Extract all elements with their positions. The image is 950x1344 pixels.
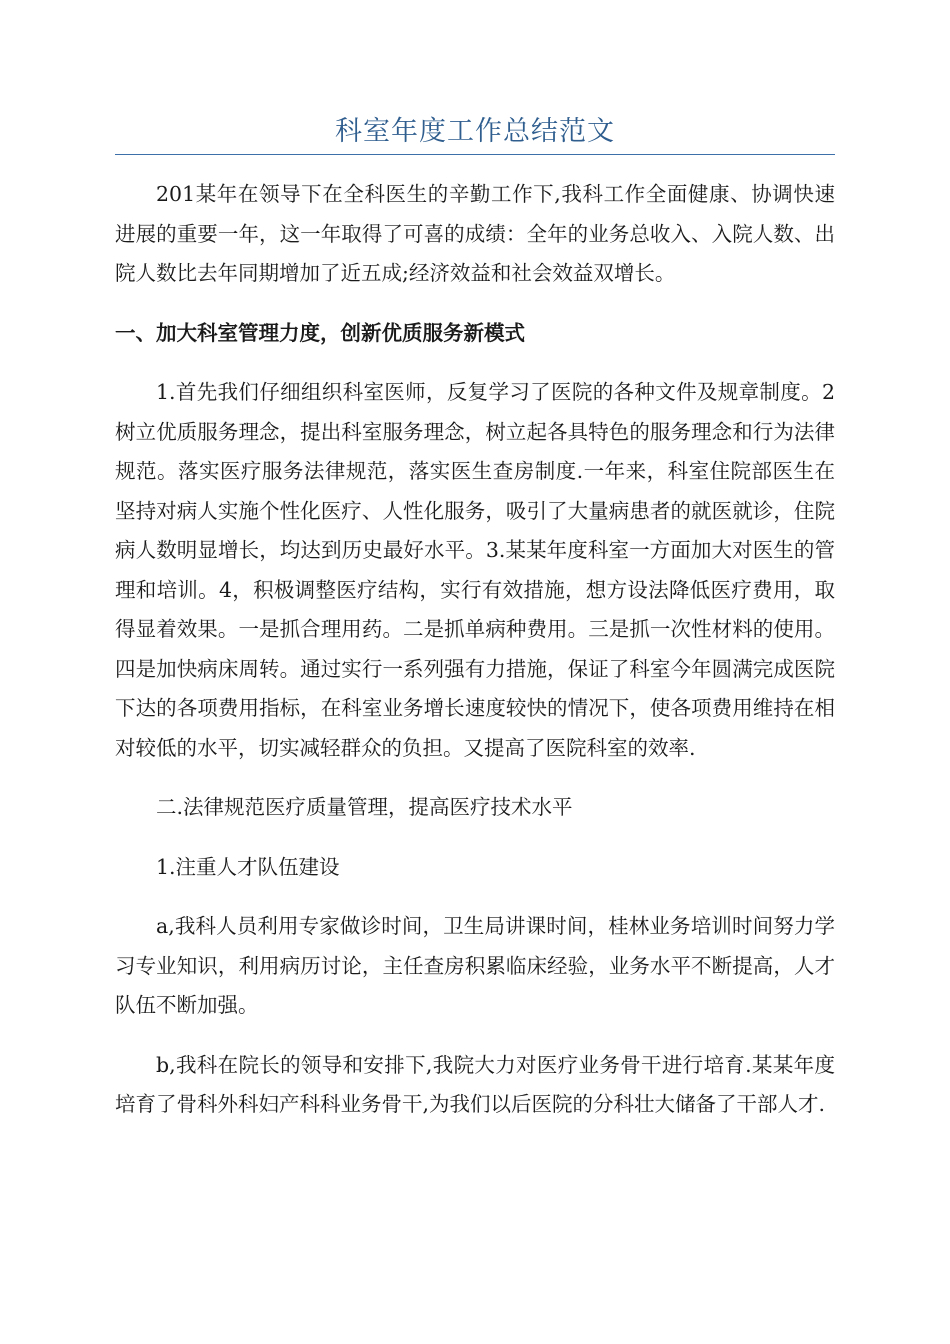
- section-1-paragraph: 1.首先我们仔细组织科室医师，反复学习了医院的各种文件及规章制度。2树立优质服务理念，提出科室服务理念，树立起各具特色的服务理念和行为法律规范。落实医疗服务法律规范，落实医生查房制度.一年来，科室住院部医生在坚持对病人实施个性化医疗、人性化服务，吸引了大量病患者的就医就诊，住院病人数明显增长，均达到历史最好水平。3.某某年度科室一方面加大对医生的管理和培训。4，积极调整医疗结构，实行有效措施，想方设法降低医疗费用，取得显着效果。一是抓合理用药。二是抓单病种费用。三是抓一次性材料的使用。四是加快病床周转。通过实行一系列强有力措施，保证了科室今年圆满完成医院下达的各项费用指标，在科室业务增长速度较快的情况下，使各项费用维持在相对较低的水平，切实减轻群众的负担。又提高了医院科室的效率.: [115, 380, 835, 760]
- section-1-heading: 一、加大科室管理力度，创新优质服务新模式: [115, 320, 525, 345]
- document-title: 科室年度工作总结范文: [335, 116, 615, 147]
- intro-paragraph: 201某年在领导下在全科医生的辛勤工作下,我科工作全面健康、协调快速进展的重要一年，这一年取得了可喜的成绩：全年的业务总收入、入院人数、出院人数比去年同期增加了近五成;经济效益和社会效益双增长。: [115, 182, 835, 285]
- section-2-item-b: b,我科在院长的领导和安排下,我院大力对医疗业务骨干进行培育.某某年度培育了骨科外科妇产科科业务骨干,为我们以后医院的分科壮大储备了干部人才.: [115, 1052, 835, 1116]
- section-2-heading: 二.法律规范医疗质量管理，提高医疗技术水平: [156, 795, 573, 819]
- section-2-item-a: a,我科人员利用专家做诊时间，卫生局讲课时间，桂林业务培训时间努力学习专业知识，利用病历讨论，主任查房积累临床经验，业务水平不断提高，人才队伍不断加强。: [115, 914, 835, 1017]
- title-underline: [115, 154, 835, 155]
- document-body: [115, 175, 835, 1125]
- section-2-subheading: 1.注重人才队伍建设: [156, 854, 340, 879]
